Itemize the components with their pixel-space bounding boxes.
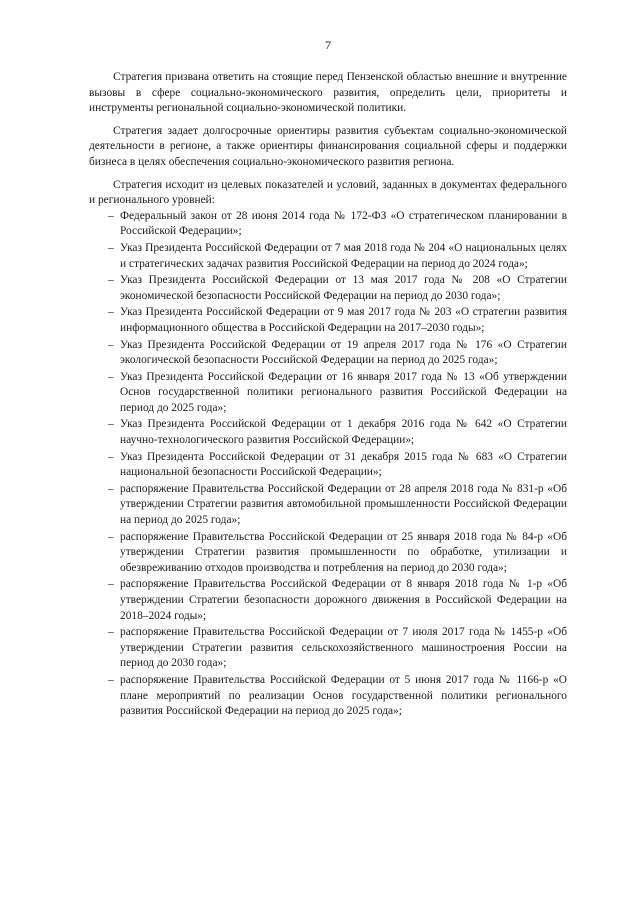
list-dash: – xyxy=(108,209,114,222)
list-item-text: Указ Президента Российской Федерации от 31 декабря 2015 года № 683 «О Стратегии национальной безопасности Российской Федерации»; xyxy=(120,450,567,479)
list-item-text: распоряжение Правительства Российской Федерации от 5 июня 2017 года № 1166-р «О плане мероприятий по реализации Основ государственной политики регионального развития Российской Федерации на период до 2025 года»; xyxy=(120,673,567,718)
paragraph-sources-intro: Стратегия исходит из целевых показателей и условий, заданных в документах федерального и регионального уровней: xyxy=(89,178,567,207)
list-dash: – xyxy=(108,306,114,319)
list-item xyxy=(89,482,567,529)
paragraph-purpose: Стратегия призвана ответить на стоящие перед Пензенской областью внешние и внутренние вызовы в сфере социально-экономического развития, определить цели, приоритеты и инструменты региональной социально-экономической политики. xyxy=(89,71,567,115)
list-dash: – xyxy=(108,370,114,383)
list-item xyxy=(89,450,567,481)
list-dash: – xyxy=(108,418,114,431)
source-documents-list xyxy=(89,209,567,720)
paragraph-guidelines: Стратегия задает долгосрочные ориентиры развития субъектам социально-экономической деятельности в регионе, а также ориентиры финансирования социальной сферы и поддержки бизнеса в целях обеспечения социально-экономического развития региона. xyxy=(89,124,567,168)
list-item xyxy=(89,241,567,272)
list-dash: – xyxy=(108,673,114,686)
list-item-text: Федеральный закон от 28 июня 2014 года № 172-ФЗ «О стратегическом планировании в Российской Федерации»; xyxy=(120,209,567,238)
list-item-text: Указ Президента Российской Федерации от 9 мая 2017 года № 203 «О стратегии развития информационного общества в Российской Федерации на 2017–2030 годы»; xyxy=(120,306,567,334)
list-dash: – xyxy=(108,578,114,591)
list-item-text: Указ Президента Российской Федерации от 7 мая 2018 года № 204 «О национальных целях и стратегических задачах развития Российской Федерации на период до 2024 года»; xyxy=(120,241,567,270)
list-item-text: распоряжение Правительства Российской Федерации от 7 июля 2017 года № 1455-р «Об утверждении Стратегии развития сельскохозяйственного машиностроения России на период до 2030 года»; xyxy=(120,626,567,670)
list-dash: – xyxy=(108,274,114,287)
list-item-text: Указ Президента Российской Федерации от 16 января 2017 года № 13 «Об утверждении Основ государственной политики регионального развития Российской Федерации на период до 2025 года»; xyxy=(120,370,567,414)
list-item xyxy=(89,530,567,577)
list-item xyxy=(89,305,567,336)
list-item xyxy=(89,273,567,304)
list-item xyxy=(89,370,567,417)
list-item-text: распоряжение Правительства Российской Федерации от 28 апреля 2018 года № 831-р «Об утверждении Стратегии развития автомобильной промышленности Российской Федерации на период до 2025 года»; xyxy=(120,482,567,527)
document-page xyxy=(89,38,567,721)
list-dash: – xyxy=(108,450,114,463)
list-item-text: Указ Президента Российской Федерации от 1 декабря 2016 года № 642 «О Стратегии научно-технологического развития Российской Федерации»; xyxy=(120,418,567,447)
list-dash: – xyxy=(108,338,114,351)
list-dash: – xyxy=(108,626,114,639)
list-item-text: распоряжение Правительства Российской Федерации от 25 января 2018 года № 84-р «Об утверждении Стратегии развития промышленности по обработке, утилизации и обезвреживанию отходов производства и потребления на период до 2030 года»; xyxy=(120,530,567,574)
page-number: 7 xyxy=(325,38,331,52)
list-dash: – xyxy=(108,482,114,495)
list-item xyxy=(89,417,567,448)
list-item xyxy=(89,625,567,672)
list-item xyxy=(89,209,567,240)
list-item-text: Указ Президента Российской Федерации от 13 мая 2017 года № 208 «О Стратегии экономической безопасности Российской Федерации на период до 2030 года»; xyxy=(120,274,567,302)
list-item xyxy=(89,338,567,369)
list-dash: – xyxy=(108,241,114,254)
list-item xyxy=(89,577,567,624)
list-item-text: Указ Президента Российской Федерации от 19 апреля 2017 года № 176 «О Стратегии экологической безопасности Российской Федерации на период до 2025 года»; xyxy=(120,338,567,367)
list-item xyxy=(89,673,567,720)
list-item-text: распоряжение Правительства Российской Федерации от 8 января 2018 года № 1-р «Об утверждении Стратегии безопасности дорожного движения в Российской Федерации на 2018–2024 годы»; xyxy=(120,578,567,622)
list-dash: – xyxy=(108,530,114,543)
